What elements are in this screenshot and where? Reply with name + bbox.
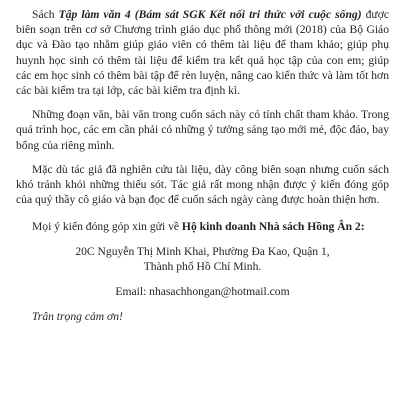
company-name: Hộ kinh doanh Nhà sách Hồng Ân 2: [181, 220, 361, 234]
email-line: Email: nhasachhongan@hotmail.com: [115, 285, 290, 299]
book-title: Tập làm văn 4 (Bám sát SGK Kết nối tri thức với cuộc sống): [58, 8, 362, 21]
intro-prefix: Sách: [32, 8, 59, 21]
reference-paragraph: Những đoạn văn, bài văn trong cuốn sách này có tính chất tham khảo. Trong quá trình học, các em cần phải có những ý tưởng sáng tạo mới mẻ, độc đáo, bay bổng của riêng mình.: [16, 108, 389, 152]
address-line-2: Thành phố Hồ Chí Minh.: [143, 259, 262, 273]
address-line-1: 20C Nguyễn Thị Minh Khai, Phường Đa Kao, Quận 1,: [75, 244, 330, 258]
closing-line: Trân trọng cảm ơn!: [32, 310, 123, 324]
intro-text: được biên soạn trên cơ sở Chương trình giáo dục phổ thông mới (2018) của Bộ Giáo dục và Đào tạo nhằm giúp giáo viên có thêm tài liệu để tham khảo; giúp phụ huynh học sinh có thêm tài liệu để kiểm tra kết quả học tập của con em; giúp các em học sinh có thêm bài tập để rèn luyện, nâng cao kiến thức và làm tốt hơn các bài kiểm tra tại lớp, các bài kiểm tra định kì.: [16, 8, 389, 98]
intro-paragraph: [16, 7, 389, 98]
feedback-paragraph: Mặc dù tác giả đã nghiên cứu tài liệu, dày công biên soạn nhưng cuốn sách khó tránh khỏi những thiếu sót. Tác giả rất mong nhận được ý kiến đóng góp của quý thầy cô giáo và bạn đọc để cuốn sách ngày càng được hoàn thiện hơn.: [16, 162, 389, 207]
contact-prefix: Mọi ý kiến đóng góp xin gửi về: [32, 220, 182, 234]
contact-suffix: :: [360, 220, 365, 234]
contact-line: [16, 219, 389, 234]
